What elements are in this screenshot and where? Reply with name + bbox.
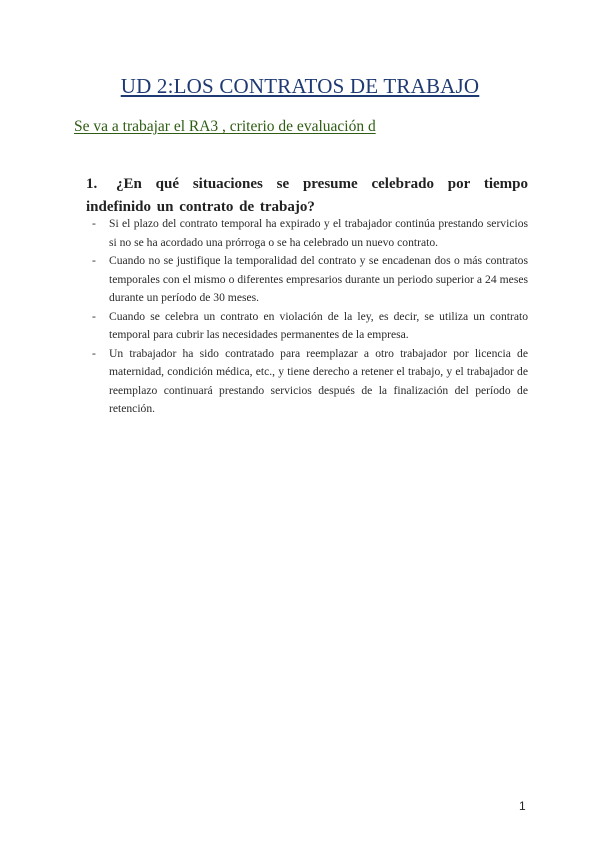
- list-item-text: Cuando no se justifique la temporalidad del contrato y se encadenan dos o más contratos temporales con el mismo o diferentes empresarios durante un periodo superior a 24 meses durante un período de 30 meses.: [109, 254, 528, 304]
- list-item: [92, 252, 528, 308]
- list-item-text: Cuando se celebra un contrato en violación de la ley, es decir, se utiliza un contrato temporal para cubrir las necesidades permanentes de la empresa.: [109, 309, 528, 341]
- list-item: [92, 345, 528, 419]
- list-item: [92, 308, 528, 345]
- question-text: ¿En qué situaciones se presume celebrado por tiempo indefinido un contrato de trabajo?: [86, 176, 528, 215]
- list-item-text: Si el plazo del contrato temporal ha expirado y el trabajador continúa prestando servicios si no se ha acordado una prórroga o se ha celebrado un nuevo contrato.: [109, 217, 528, 249]
- list-item-text: Un trabajador ha sido contratado para reemplazar a otro trabajador por licencia de maternidad, condición médica, etc., y tiene derecho a retener el trabajo, y el trabajador de reemplazo continuará prestando servicios después de la finalización del período de retención.: [109, 346, 528, 415]
- document-subtitle: Se va a trabajar el RA3 , criterio de evaluación d: [74, 118, 376, 135]
- answer-list: [92, 215, 528, 419]
- question-number: 1.: [86, 176, 98, 192]
- bullet-dash: -: [92, 217, 96, 230]
- bullet-dash: -: [92, 254, 96, 267]
- bullet-dash: -: [92, 346, 96, 360]
- bullet-dash: -: [92, 309, 96, 323]
- question-heading: [86, 173, 528, 219]
- list-item: [92, 215, 528, 252]
- page-number: 1: [519, 799, 526, 813]
- document-title: UD 2:LOS CONTRATOS DE TRABAJO: [120, 74, 480, 98]
